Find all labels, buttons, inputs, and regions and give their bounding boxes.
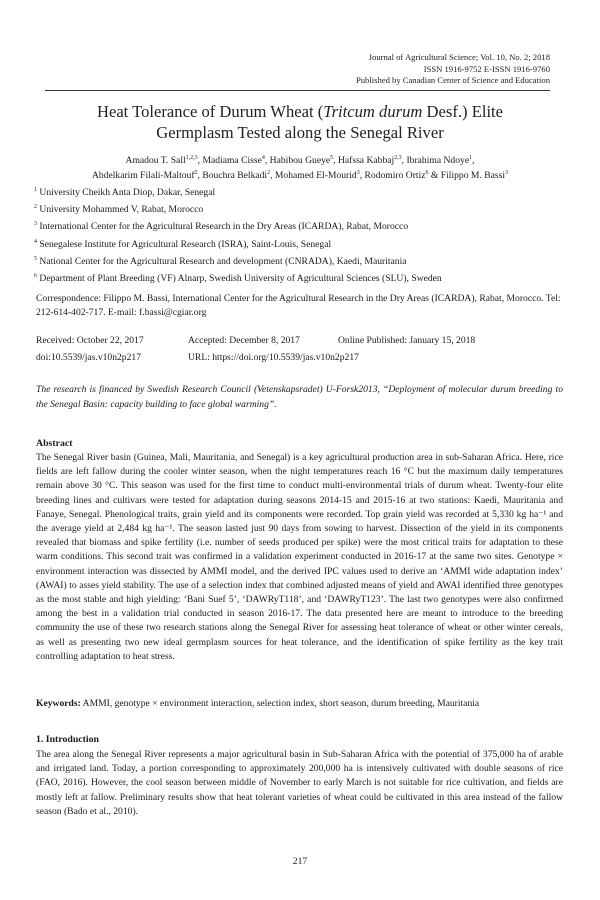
author: Ibrahima Ndoye$^1$, [406, 155, 475, 166]
doi-url-link[interactable]: URL: https://doi.org/10.5539/jas.v10n2p217 [188, 352, 359, 363]
publisher-line: Published by Canadian Center of Science and Education [355, 75, 550, 85]
accepted-date: Accepted: December 8, 2017 [188, 335, 300, 346]
author: Hafssa Kabbaj$^{2,3}$, [337, 155, 407, 166]
title-text: Heat Tolerance of Durum Wheat ( [96, 102, 324, 121]
affiliation: $^4$ Senegalese Institute for Agricultural Research (ISRA), Saint-Louis, Senegal [34, 238, 332, 250]
journal-citation: Journal of Agricultural Science; Vol. 10, No. 2; 2018 [368, 52, 550, 62]
received-date: Received: October 22, 2017 [36, 335, 144, 346]
keywords [36, 697, 563, 711]
affiliation-list [34, 184, 560, 287]
introduction-text: The area along the Senegal River represents a major agricultural basin in Sub-Saharan Africa with the potential of 375,000 ha of arable and irrigated land. Today, a portion corresponding to approximately 200,000 ha is intensively cultivated with double seasons of rice (FAO, 2016). However, the cool season between middle of November to early March is not suitable for rice cultivation, and fields are mostly left at fallow. Preliminary results show that heat tolerant varieties of wheat could be cultivated in this area instead of the fallow season (Bado et al., 2010). [36, 749, 563, 817]
keywords-label: Keywords: [36, 698, 81, 709]
publication-dates [36, 335, 475, 346]
author-list [30, 153, 570, 183]
author: Mohamed El-Mourid$^3$, [274, 170, 365, 181]
abstract-heading: Abstract [36, 438, 73, 449]
author: Habibou Gueye$^5$, [269, 155, 338, 166]
funding-note: The research is financed by Swedish Research Council (Vetenskapsradet) U-Forsk2013, “Deployment of molecular durum breeding to the Senegal Basin: capacity building to face global warming”. [36, 384, 563, 410]
header-divider [45, 90, 550, 91]
author: Filippo M. Bassi$^3$ [440, 170, 509, 181]
introduction-heading: 1. Introduction [36, 734, 99, 745]
page-number: 217 [292, 856, 308, 867]
author: Amadou T. Sall$^{1,2,3}$, [125, 155, 203, 166]
doi-line [36, 352, 359, 363]
affiliation: $^6$ Department of Plant Breeding (VF) Alnarp, Swedish University of Agricultural Sciences (SLU), Sweden [34, 272, 442, 284]
title-line-2: Germplasm Tested along the Senegal River [156, 123, 444, 142]
affiliation: $^1$ University Cheikh Anta Diop, Dakar, Senegal [34, 187, 216, 198]
doi: doi:10.5539/jas.v10n2p217 [36, 352, 141, 363]
affiliation: $^3$ International Center for the Agricultural Research in the Dry Areas (ICARDA), Rabat, Morocco [34, 221, 409, 233]
issn-line: ISSN 1916-9752 E-ISSN 1916-9760 [423, 63, 550, 74]
author: Bouchra Belkadi$^2$, [202, 170, 275, 181]
affiliation: $^5$ National Center for the Agricultural Research and development (CNRADA), Kaedi, Mauritania [34, 255, 407, 267]
author: Abdelkarim Filali-Maltouf$^2$, [91, 170, 203, 181]
paper-title [40, 101, 560, 143]
keywords-text: AMMI, genotype × environment interaction, selection index, short season, durum breeding, Mauritania [80, 698, 480, 709]
correspondence: Correspondence: Filippo M. Bassi, International Center for the Agricultural Research in the Dry Areas (ICARDA), Rabat, Morocco. Tel: 212-614-402-717. E-mail: f.bassi@cgiar.org [36, 293, 561, 318]
author: Rodomiro Ortiz$^6$ & [364, 170, 441, 181]
title-species: Tritcum durum [323, 102, 423, 121]
author: Madiama Cisse$^4$, [202, 155, 270, 166]
online-date: Online Published: January 15, 2018 [338, 335, 476, 346]
affiliation: $^2$ University Mohammed V, Rabat, Morocco [34, 204, 204, 216]
title-text: Desf.) Elite [422, 102, 504, 121]
abstract-text: The Senegal River basin (Guinea, Mali, Mauritania, and Senegal) is a key agricultural production area in sub-Saharan Africa. Here, rice fields are left fallow during the cooler winter season, when the night temperatures reach 16 °C but the maximum daily temperatures remain above 30 °C. This season was used for the first time to conduct multi-environmental trials of durum wheat. Twenty-four elite breeding lines and cultivars were tested for adaptation during seasons 2014-15 and 2015-16 at two stations: Kaedi, Mauritania and Fanaye, Senegal. Phenological traits, grain yield and its components were recorded. Top grain yield was recorded at 5,330 kg ha⁻¹ and the average yield at 2,484 kg ha⁻¹. The season lasted just 90 days from sowing to harvest. Dissection of the yield in its components revealed that biomass and spike fertility (i.e. number of seeds produced per spike) were the most critical traits for adaptation to these warm conditions. This second trait was confirmed in a validation experiment conducted in 2016-17 at the same two sites. Genotype × environment interaction was dissected by AMMI model, and the derived IPC values used to derive an ‘AMMI wide adaptation index’ (AWAI) to asses yield stability. The use of a selection index that combined adjusted means of yield and AWAI identified three genotypes as the most stable and high yielding: ‘Bani Suef 5’, ‘DAWRyT118’, and ‘DAWRyT123’. The last two genotypes were also confirmed among the best in a validation trial conducted in season 2016-17. The data presented here are meant to introduce to the breeding community the use of these two research stations along the Senegal River for assessing heat tolerance of wheat or other winter cereals, as well as presenting two new ideal germplasm sources for heat tolerance, and the identification of spike fertility as the key trait controlling adaptation to heat stress. [36, 452, 563, 662]
journal-header [356, 52, 550, 87]
